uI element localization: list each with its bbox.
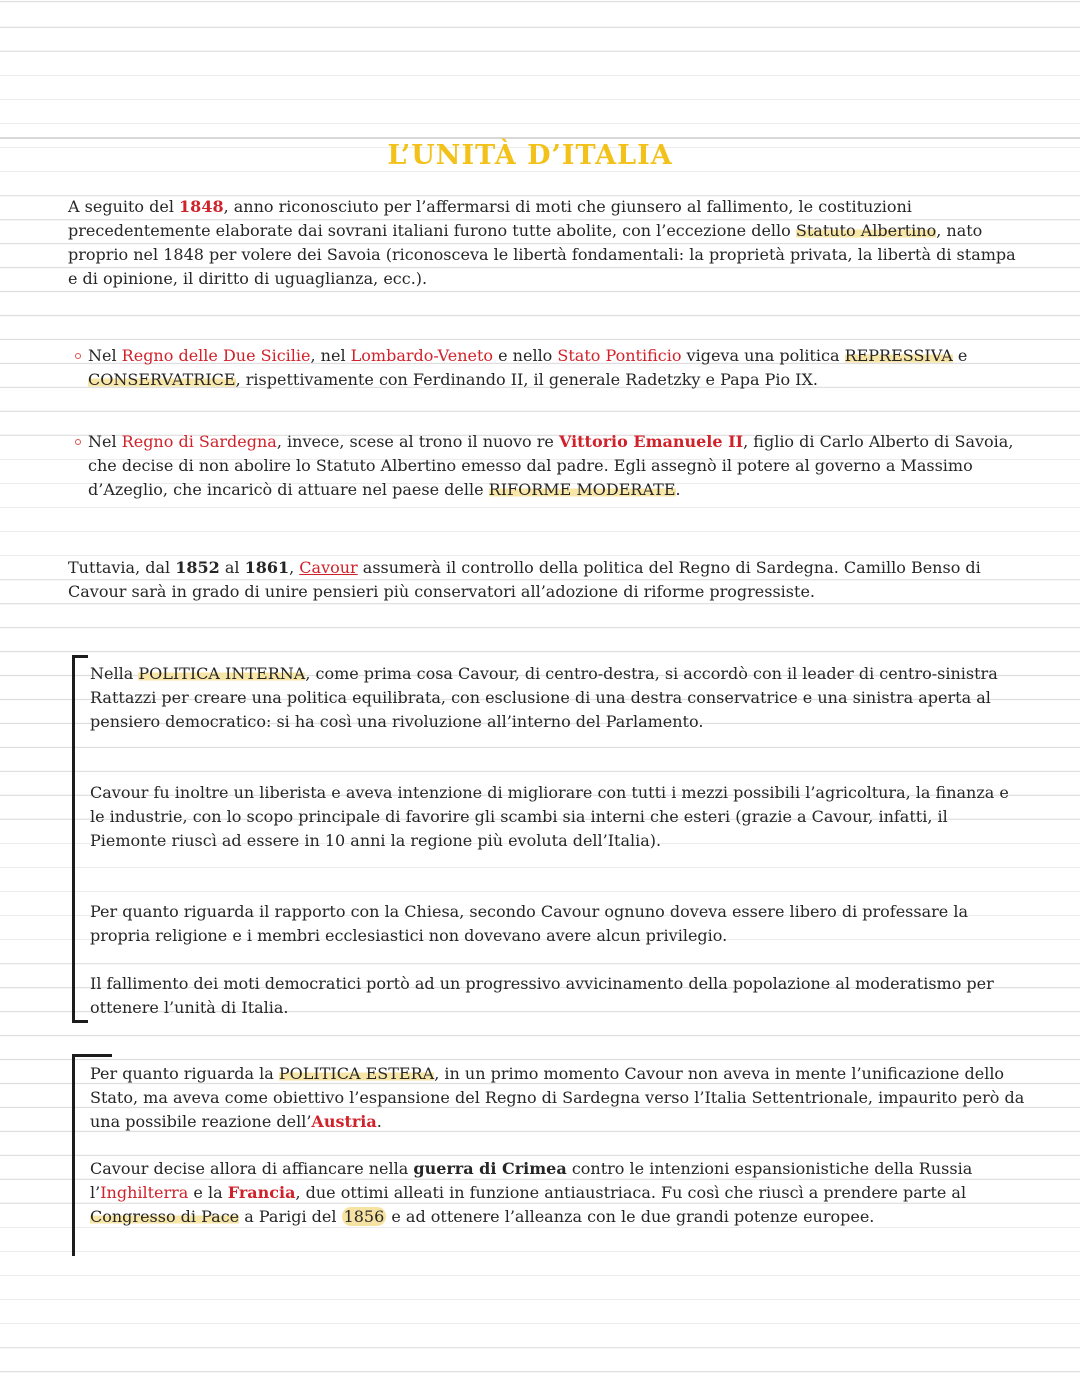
liberismo-paragraph: Cavour fu inoltre un liberista e aveva intenzione di migliorare con tutti i mezzi possibili l’agricoltura, la finanza e le industrie, con lo scopo principale di favorire gli scambi sia interni che esteri (grazie a Cavour, infatti, il Piemonte riuscì ad essere in 10 anni la regione più evoluta dell’Italia). [90,783,1009,850]
bullet-item-sardegna [88,430,1018,502]
cavour-intro-paragraph [68,556,1023,604]
bullet-text: Nel [88,346,122,365]
year-1848: 1848 [179,197,224,216]
regno-di-sardegna: Regno di Sardegna [121,432,277,451]
estera-text: , due ottimi alleati in funzione antiaustriaca. Fu così che riuscì a prendere parte al [295,1183,967,1202]
bullet-text: e nello [493,346,558,365]
vittorio-emanuele-ii: Vittorio Emanuele II [558,432,744,451]
bullet-text: vigeva una politica [681,346,845,365]
bullet-text: e [952,346,968,365]
intro-paragraph [68,195,1023,291]
bullet-icon [75,353,81,359]
page-title: L’UNITÀ D’ITALIA [387,140,673,171]
estera-text: . [376,1112,382,1131]
estera-text: a Parigi del [239,1207,342,1226]
conservatrice-highlight: CONSERVATRICE [88,370,236,389]
intro-text: , anno riconosciuto per l’affermarsi di moti che giunsero al fallimento, le costituzioni precedentemente elaborate dai sovrani italiani furono tutte abolite, con l’eccezione dello [68,197,912,240]
statuto-albertino-highlight: Statuto Albertino [795,221,937,240]
francia: Francia [227,1183,296,1202]
guerra-di-crimea: guerra di Crimea [413,1159,567,1178]
intro-text: A seguito del [68,197,180,216]
estera-text: , in un primo momento Cavour non aveva in mente l’unificazione dello Stato, ma aveva come obiettivo l’espansione del Regno di Sardegna verso l’Italia Settentrionale, impaurito però da una possibile reazione dell’ [90,1064,1025,1131]
estera-text: e la [188,1183,228,1202]
bullet-text: . [675,480,681,499]
bullet-item-repressiva [88,344,1018,392]
politica-estera-paragraph [90,1062,1025,1134]
lombardo-veneto: Lombardo-Veneto [350,346,494,365]
year-1852: 1852 [175,558,220,577]
bullet-text: , nel [310,346,351,365]
bullet-text: , rispettivamente con Ferdinando II, il generale Radetzky e Papa Pio IX. [235,370,818,389]
congresso-di-pace-highlight: Congresso di Pace [90,1207,240,1226]
politica-estera-highlight: POLITICA ESTERA [278,1064,435,1083]
estera-text: contro le intenzioni espansionistiche della Russia l’ [90,1159,973,1202]
intro-text: , nato proprio nel 1848 per volere dei Savoia (riconosceva le libertà fondamentali: la proprietà privata, la libertà di stampa e di opinione, il diritto di uguaglianza, ecc.). [68,221,1016,288]
interna-text: , come prima cosa Cavour, di centro-destra, si accordò con il leader di centro-sinistra Rattazzi per creare una politica equilibrata, con esclusione di una destra conservatrice e una sinistra aperta al pensiero democratico: si ha così una rivoluzione all’interno del Parlamento. [90,664,998,731]
bullet-text: , invece, scese al trono il nuovo re [276,432,559,451]
repressiva-highlight: REPRESSIVA [844,346,953,365]
chiesa-paragraph: Per quanto riguarda il rapporto con la Chiesa, secondo Cavour ognuno doveva essere libero di professare la propria religione e i membri ecclesiastici non dovevano avere alcun privilegio. [90,902,968,945]
cavour-intro-text: , [289,558,300,577]
cavour-intro-text: al [219,558,245,577]
stato-pontificio: Stato Pontificio [557,346,682,365]
politica-interna-bracket [72,655,88,1023]
cavour-intro-text: Tuttavia, dal [68,558,176,577]
austria: Austria [311,1112,377,1131]
inghilterra: Inghilterra [100,1183,189,1202]
estera-text: e ad ottenere l’alleanza con le due grandi potenze europee. [386,1207,875,1226]
top-rule [0,137,1080,139]
bullet-text: , figlio di Carlo Alberto di Savoia, che decise di non abolire lo Statuto Albertino emesso dal padre. Egli assegnò il potere al governo a Massimo d’Azeglio, che incaricò di attuare nel paese delle [88,432,1014,499]
year-1861: 1861 [244,558,290,577]
moderatismo-paragraph: Il fallimento dei moti democratici portò ad un progressivo avvicinamento della popolazione al moderatismo per ottenere l’unità di Italia. [90,974,994,1017]
bullet-icon [75,439,81,445]
estera-text: Per quanto riguarda la [90,1064,279,1083]
politica-interna-highlight: POLITICA INTERNA [138,664,306,683]
regno-due-sicilie: Regno delle Due Sicilie [121,346,311,365]
estera-text: Cavour decise allora di affiancare nella [90,1159,414,1178]
bullet-text: Nel [88,432,122,451]
riforme-moderate-highlight: RIFORME MODERATE [488,480,676,499]
crimea-paragraph [90,1157,1025,1229]
cavour-intro-text: assumerà il controllo della politica del Regno di Sardegna. Camillo Benso di Cavour sarà in grado di unire pensieri più conservatori all’adozione di riforme progressiste. [68,558,981,601]
politica-interna-paragraph [90,662,1025,734]
year-1856-highlight: 1856 [343,1207,385,1226]
cavour-name: Cavour [299,558,358,577]
interna-text: Nella [90,664,139,683]
